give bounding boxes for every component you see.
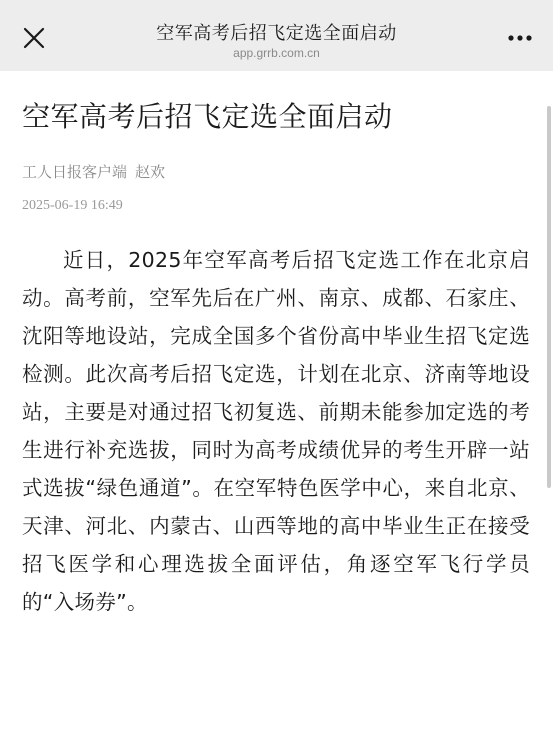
article-headline: 空军高考后招飞定选全面启动 bbox=[22, 100, 393, 133]
article-date: 2025-06-19 16:49 bbox=[22, 198, 123, 213]
article-meta bbox=[22, 161, 165, 182]
article-author: 赵欢 bbox=[135, 163, 166, 181]
more-icon[interactable] bbox=[507, 28, 533, 48]
page-title: 空军高考后招飞定选全面启动 bbox=[156, 23, 397, 44]
article-source[interactable]: 工人日报客户端 bbox=[22, 163, 128, 181]
page-url: app.grrb.com.cn bbox=[233, 46, 320, 60]
scrollbar[interactable] bbox=[547, 106, 551, 488]
top-navigation-bar bbox=[0, 0, 553, 71]
article-body: 近日，2025年空军高考后招飞定选工作在北京启动。高考前，空军先后在广州、南京、成都、石家庄、沈阳等地设站，完成全国多个省份高中毕业生招飞定选检测。此次高考后招飞定选，计划在北京、济南等地设站，主要是对通过招飞初复选、前期未能参加定选的考生进行补充选拔，同时为高考成绩优异的考生开辟一站式选拔“绿色通道”。在空军特色医学中心，来自北京、天津、河北、内蒙古、山西等地的高中毕业生正在接受招飞医学和心理选拔全面评估，角逐空军飞行学员的“入场券”。 bbox=[22, 248, 530, 614]
